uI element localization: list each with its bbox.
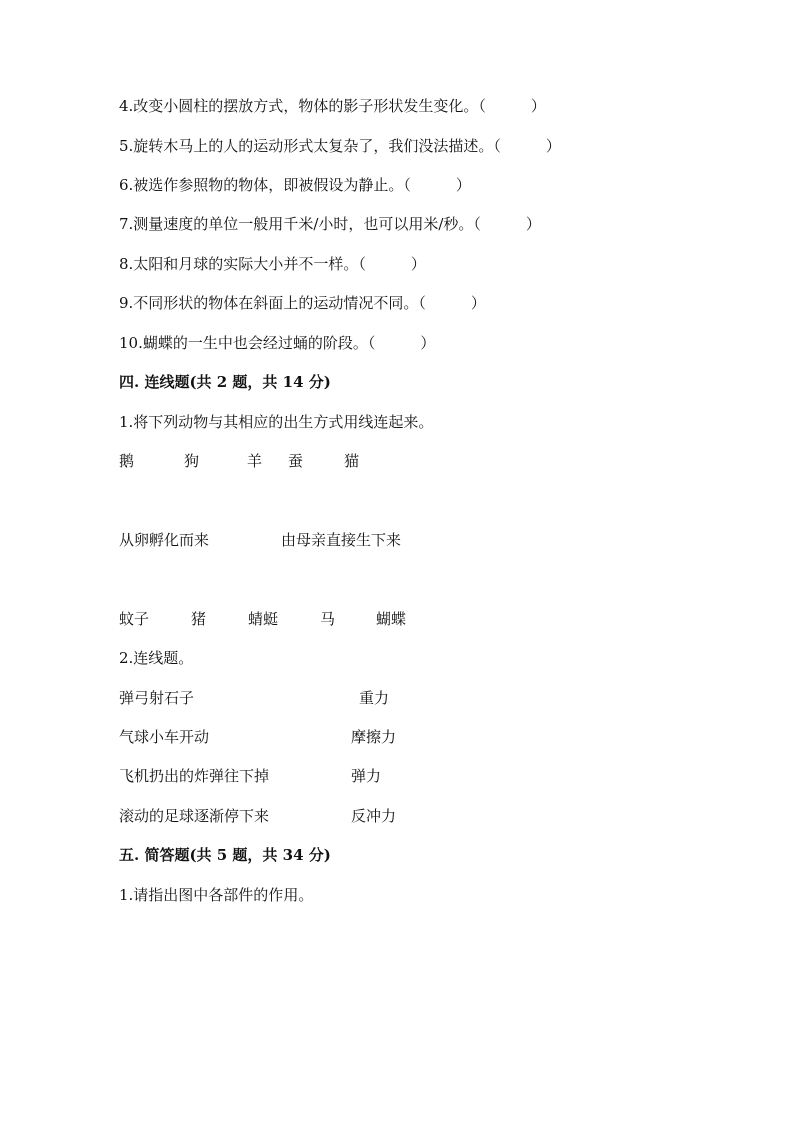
animal-horse: 马: [320, 610, 336, 628]
birth-method-live: 由母亲直接生下来: [281, 531, 402, 549]
match-left-4: 滚动的足球逐渐停下来: [119, 807, 270, 825]
judgement-item-6: 6.被选作参照物的物体，即被假设为静止。（ ）: [119, 176, 471, 194]
short-answer-q1: 1.请指出图中各部件的作用。: [119, 886, 314, 904]
match-right-3: 弹力: [351, 767, 382, 785]
section-5-heading: 五. 简答题(共 5 题，共 34 分): [119, 846, 331, 864]
judgement-item-10: 10.蝴蝶的一生中也会经过蛹的阶段。（ ）: [119, 334, 436, 352]
birth-method-egg: 从卵孵化而来: [119, 531, 210, 549]
judgement-item-9: 9.不同形状的物体在斜面上的运动情况不同。（ ）: [119, 294, 486, 312]
judgement-item-8: 8.太阳和月球的实际大小并不一样。（ ）: [119, 255, 426, 273]
animal-silkworm: 蚕: [288, 452, 304, 470]
match-left-1: 弹弓射石子: [119, 689, 195, 707]
animal-dragonfly: 蜻蜓: [248, 610, 279, 628]
judgement-item-4: 4.改变小圆柱的摆放方式，物体的影子形状发生变化。（ ）: [119, 97, 546, 115]
animal-butterfly: 蝴蝶: [376, 610, 407, 628]
animal-goose: 鹅: [119, 452, 135, 470]
animal-dog: 狗: [184, 452, 200, 470]
match-left-2: 气球小车开动: [119, 728, 210, 746]
matching-q2-prompt: 2.连线题。: [119, 649, 194, 667]
match-right-2: 摩擦力: [351, 728, 397, 746]
animal-mosquito: 蚊子: [119, 610, 150, 628]
match-right-1: 重力: [359, 689, 390, 707]
animal-sheep: 羊: [247, 452, 263, 470]
match-left-3: 飞机扔出的炸弹往下掉: [119, 767, 270, 785]
judgement-item-5: 5.旋转木马上的人的运动形式太复杂了，我们没法描述。（ ）: [119, 137, 561, 155]
matching-q1-prompt: 1.将下列动物与其相应的出生方式用线连起来。: [119, 413, 434, 431]
match-right-4: 反冲力: [351, 807, 397, 825]
animal-pig: 猪: [191, 610, 207, 628]
judgement-item-7: 7.测量速度的单位一般用千米/小时，也可以用米/秒。（ ）: [119, 215, 541, 233]
section-4-heading: 四. 连线题(共 2 题，共 14 分): [119, 373, 331, 391]
animal-cat: 猫: [344, 452, 360, 470]
